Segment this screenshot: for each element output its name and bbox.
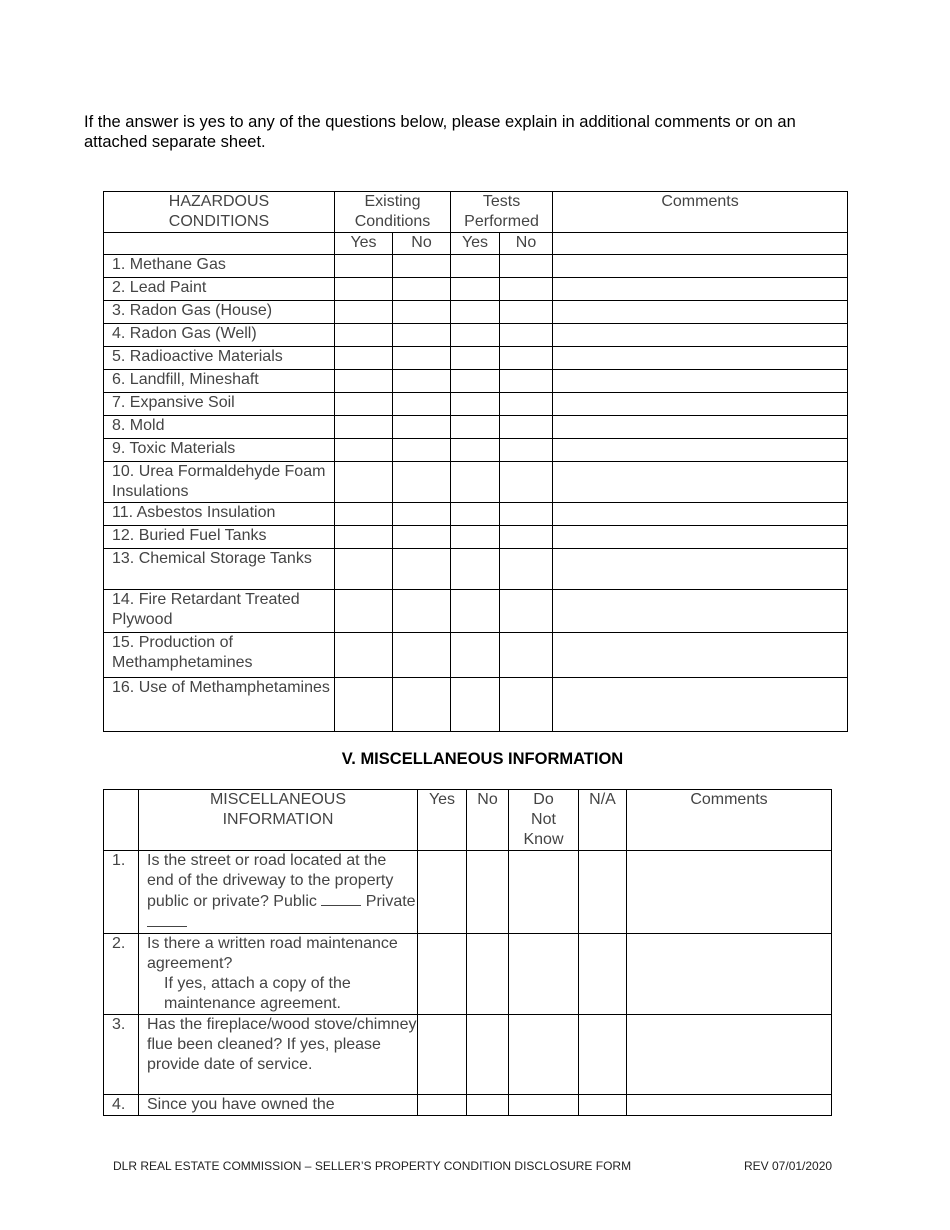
section-title: V. MISCELLANEOUS INFORMATION <box>341 750 624 768</box>
question-text <box>139 934 418 1015</box>
do-not-know-cell[interactable] <box>509 1095 579 1116</box>
table-row <box>104 439 848 462</box>
column-header-do-not-know: Do Not Know <box>509 790 579 851</box>
column-header-existing-yes: Yes <box>335 233 393 255</box>
table-row <box>104 1095 832 1116</box>
existing-no-cell[interactable] <box>393 370 451 393</box>
column-header-hazardous-conditions: HAZARDOUS CONDITIONS <box>104 192 335 233</box>
row-number: 3. <box>104 1015 139 1095</box>
hazard-label: 3. Radon Gas (House) <box>104 301 335 324</box>
column-header-comments: Comments <box>627 790 832 851</box>
hazard-label: 16. Use of Methamphetamines <box>104 678 335 732</box>
table-row <box>104 255 848 278</box>
table-row <box>104 347 848 370</box>
existing-yes-cell[interactable] <box>335 678 393 732</box>
comments-cell[interactable] <box>553 393 848 416</box>
miscellaneous-information-table <box>103 789 832 1116</box>
tests-no-cell[interactable] <box>500 549 553 590</box>
tests-yes-cell[interactable] <box>451 678 500 732</box>
footer-revision: REV 07/01/2020 <box>744 1159 833 1173</box>
table-subheader-row <box>104 233 848 255</box>
existing-yes-cell[interactable] <box>335 439 393 462</box>
empty-cell <box>553 233 848 255</box>
yes-cell[interactable] <box>418 934 467 1015</box>
existing-yes-cell[interactable] <box>335 590 393 633</box>
do-not-know-cell[interactable] <box>509 851 579 934</box>
empty-cell <box>104 233 335 255</box>
public-blank[interactable] <box>321 891 361 906</box>
question-subtext: If yes, attach a copy of the maintenance agreement. <box>164 975 351 1012</box>
yes-cell[interactable] <box>418 851 467 934</box>
tests-no-cell[interactable] <box>500 678 553 732</box>
table-row <box>104 462 848 503</box>
hazard-label: 15. Production of Methamphetamines <box>104 633 335 678</box>
existing-yes-cell[interactable] <box>335 633 393 678</box>
hazard-label: 8. Mold <box>104 416 335 439</box>
hazard-label: 2. Lead Paint <box>104 278 335 301</box>
tests-yes-cell[interactable] <box>451 255 500 278</box>
na-cell[interactable] <box>579 934 627 1015</box>
table-row <box>104 851 832 934</box>
question-text-main: Is there a written road maintenance agreement? <box>147 935 398 972</box>
comments-cell[interactable] <box>627 934 832 1015</box>
hazard-label: 10. Urea Formaldehyde Foam Insulations <box>104 462 335 503</box>
column-header-tests-no: No <box>500 233 553 255</box>
tests-yes-cell[interactable] <box>451 526 500 549</box>
comments-cell[interactable] <box>553 590 848 633</box>
do-not-know-cell[interactable] <box>509 934 579 1015</box>
existing-yes-cell[interactable] <box>335 526 393 549</box>
hazard-label: 5. Radioactive Materials <box>104 347 335 370</box>
tests-no-cell[interactable] <box>500 370 553 393</box>
comments-cell[interactable] <box>553 633 848 678</box>
table-row <box>104 301 848 324</box>
table-header-row <box>104 192 848 233</box>
column-header-tests-performed: Tests Performed <box>451 192 553 233</box>
existing-yes-cell[interactable] <box>335 462 393 503</box>
row-number: 1. <box>104 851 139 934</box>
do-not-know-cell[interactable] <box>509 1015 579 1095</box>
comments-cell[interactable] <box>627 1095 832 1116</box>
instructions-text: If the answer is yes to any of the questions below, please explain in additional comments or on an attached separate sheet. <box>84 113 796 151</box>
comments-cell[interactable] <box>553 526 848 549</box>
tests-yes-cell[interactable] <box>451 324 500 347</box>
table-row <box>104 393 848 416</box>
yes-cell[interactable] <box>418 1095 467 1116</box>
existing-yes-cell[interactable] <box>335 255 393 278</box>
footer-form-title: DLR REAL ESTATE COMMISSION – SELLER’S PROPERTY CONDITION DISCLOSURE FORM <box>113 1159 632 1173</box>
tests-yes-cell[interactable] <box>451 503 500 526</box>
column-header-no: No <box>467 790 509 851</box>
tests-yes-cell[interactable] <box>451 462 500 503</box>
column-header-comments: Comments <box>553 192 848 233</box>
existing-no-cell[interactable] <box>393 347 451 370</box>
tests-no-cell[interactable] <box>500 633 553 678</box>
column-header-yes: Yes <box>418 790 467 851</box>
tests-no-cell[interactable] <box>500 590 553 633</box>
tests-yes-cell[interactable] <box>451 278 500 301</box>
existing-no-cell[interactable] <box>393 439 451 462</box>
no-cell[interactable] <box>467 1015 509 1095</box>
existing-no-cell[interactable] <box>393 301 451 324</box>
comments-cell[interactable] <box>553 462 848 503</box>
question-text: Since you have owned the <box>139 1095 418 1116</box>
comments-cell[interactable] <box>553 416 848 439</box>
column-header-existing-conditions: Existing Conditions <box>335 192 451 233</box>
existing-no-cell[interactable] <box>393 255 451 278</box>
existing-yes-cell[interactable] <box>335 278 393 301</box>
existing-no-cell[interactable] <box>393 590 451 633</box>
table-row <box>104 503 848 526</box>
comments-cell[interactable] <box>627 851 832 934</box>
tests-no-cell[interactable] <box>500 255 553 278</box>
question-text: Has the fireplace/wood stove/chimney flue been cleaned? If yes, please provide date of service. <box>139 1015 418 1095</box>
hazard-label: 11. Asbestos Insulation <box>104 503 335 526</box>
comments-cell[interactable] <box>553 503 848 526</box>
table-header-row <box>104 790 832 851</box>
tests-yes-cell[interactable] <box>451 549 500 590</box>
comments-cell[interactable] <box>553 324 848 347</box>
tests-yes-cell[interactable] <box>451 633 500 678</box>
column-header-existing-no: No <box>393 233 451 255</box>
tests-no-cell[interactable] <box>500 393 553 416</box>
comments-cell[interactable] <box>553 347 848 370</box>
comments-cell[interactable] <box>553 255 848 278</box>
existing-no-cell[interactable] <box>393 416 451 439</box>
hazard-label: 13. Chemical Storage Tanks <box>104 549 335 590</box>
hazardous-conditions-table <box>103 191 848 732</box>
table-row <box>104 324 848 347</box>
tests-no-cell[interactable] <box>500 301 553 324</box>
table-row <box>104 633 848 678</box>
table-row <box>104 590 848 633</box>
hazard-label: 12. Buried Fuel Tanks <box>104 526 335 549</box>
question-text <box>139 851 418 934</box>
existing-no-cell[interactable] <box>393 503 451 526</box>
column-header-na: N/A <box>579 790 627 851</box>
tests-yes-cell[interactable] <box>451 370 500 393</box>
comments-cell[interactable] <box>553 370 848 393</box>
tests-no-cell[interactable] <box>500 347 553 370</box>
tests-no-cell[interactable] <box>500 439 553 462</box>
existing-no-cell[interactable] <box>393 526 451 549</box>
tests-no-cell[interactable] <box>500 462 553 503</box>
existing-no-cell[interactable] <box>393 633 451 678</box>
existing-yes-cell[interactable] <box>335 324 393 347</box>
hazard-label: 6. Landfill, Mineshaft <box>104 370 335 393</box>
hazard-label: 7. Expansive Soil <box>104 393 335 416</box>
hazard-label: 14. Fire Retardant Treated Plywood <box>104 590 335 633</box>
tests-yes-cell[interactable] <box>451 590 500 633</box>
tests-no-cell[interactable] <box>500 503 553 526</box>
existing-yes-cell[interactable] <box>335 549 393 590</box>
column-header-tests-yes: Yes <box>451 233 500 255</box>
comments-cell[interactable] <box>553 301 848 324</box>
table-row <box>104 278 848 301</box>
existing-yes-cell[interactable] <box>335 370 393 393</box>
row-number: 4. <box>104 1095 139 1116</box>
na-cell[interactable] <box>579 1095 627 1116</box>
tests-yes-cell[interactable] <box>451 439 500 462</box>
existing-yes-cell[interactable] <box>335 301 393 324</box>
hazard-label: 1. Methane Gas <box>104 255 335 278</box>
tests-yes-cell[interactable] <box>451 416 500 439</box>
tests-no-cell[interactable] <box>500 526 553 549</box>
table-row <box>104 416 848 439</box>
no-cell[interactable] <box>467 851 509 934</box>
table-row <box>104 526 848 549</box>
comments-cell[interactable] <box>553 549 848 590</box>
tests-no-cell[interactable] <box>500 278 553 301</box>
hazard-label: 4. Radon Gas (Well) <box>104 324 335 347</box>
tests-no-cell[interactable] <box>500 324 553 347</box>
na-cell[interactable] <box>579 1015 627 1095</box>
hazard-label: 9. Toxic Materials <box>104 439 335 462</box>
existing-yes-cell[interactable] <box>335 416 393 439</box>
question-text-main: Is the street or road located at the end of the driveway to the property public or private? Public <box>147 852 394 910</box>
existing-no-cell[interactable] <box>393 324 451 347</box>
tests-yes-cell[interactable] <box>451 347 500 370</box>
comments-cell[interactable] <box>553 278 848 301</box>
existing-no-cell[interactable] <box>393 462 451 503</box>
table-row <box>104 1015 832 1095</box>
existing-no-cell[interactable] <box>393 549 451 590</box>
private-blank[interactable] <box>147 912 187 927</box>
tests-yes-cell[interactable] <box>451 393 500 416</box>
existing-yes-cell[interactable] <box>335 347 393 370</box>
empty-cell <box>104 790 139 851</box>
no-cell[interactable] <box>467 934 509 1015</box>
comments-cell[interactable] <box>553 439 848 462</box>
tests-no-cell[interactable] <box>500 416 553 439</box>
existing-yes-cell[interactable] <box>335 393 393 416</box>
comments-cell[interactable] <box>627 1015 832 1095</box>
existing-no-cell[interactable] <box>393 278 451 301</box>
existing-yes-cell[interactable] <box>335 503 393 526</box>
table-row <box>104 549 848 590</box>
table-row <box>104 934 832 1015</box>
na-cell[interactable] <box>579 851 627 934</box>
comments-cell[interactable] <box>553 678 848 732</box>
yes-cell[interactable] <box>418 1015 467 1095</box>
table-row <box>104 370 848 393</box>
table-row <box>104 678 848 732</box>
tests-yes-cell[interactable] <box>451 301 500 324</box>
existing-no-cell[interactable] <box>393 393 451 416</box>
existing-no-cell[interactable] <box>393 678 451 732</box>
no-cell[interactable] <box>467 1095 509 1116</box>
column-header-miscellaneous-information: MISCELLANEOUS INFORMATION <box>139 790 418 851</box>
question-text-private: Private <box>365 893 416 910</box>
row-number: 2. <box>104 934 139 1015</box>
